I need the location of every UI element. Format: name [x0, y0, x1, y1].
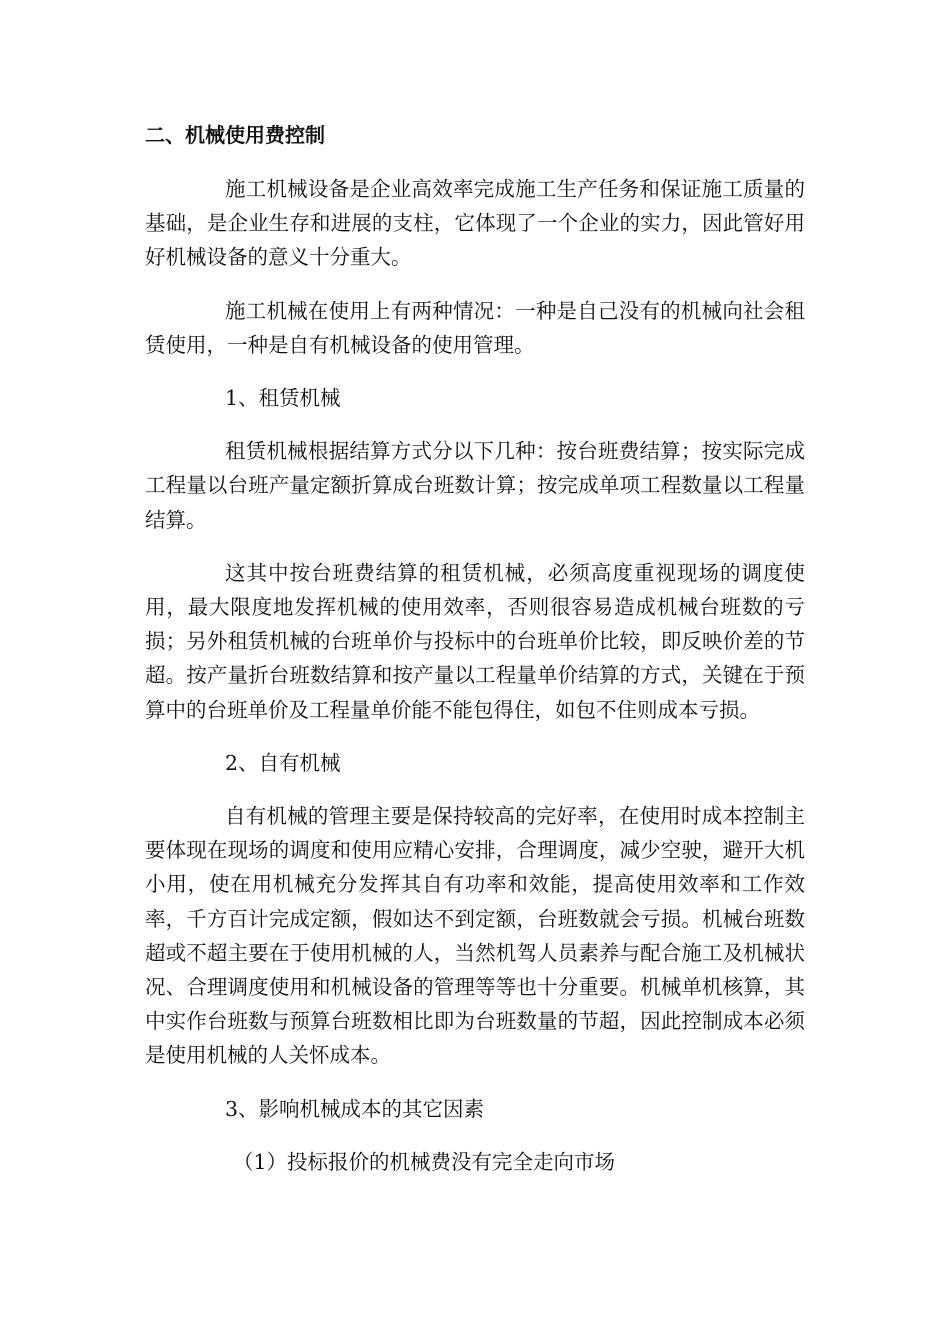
subheading-owned-machinery: 2、自有机械 — [225, 750, 341, 775]
section-heading: 二、机械使用费控制 — [145, 123, 325, 147]
paragraph-owned-management: 自有机械的管理主要是保持较高的完好率，在使用时成本控制主要体现在现场的调度和使用应精心安排，合理调度，减少空驶，避开大机小用，使在用机械充分发挥其自有功率和效能，提高使用效率和工作效率，千方百计完成定额，假如达不到定额，台班数就会亏损。机械台班数超或不超主要在于使用机械的人，当然机驾人员素养与配合施工及机械状况、合理调度使用和机械设备的管理等等也十分重要。机械单机核算，其中实作台班数与预算台班数相比即为台班数量的节超，因此控制成本必须是使用机械的人关怀成本。 — [145, 804, 805, 1068]
paragraph-leased-shift-fee: 这其中按台班费结算的租赁机械，必须高度重视现场的调度使用，最大限度地发挥机械的使用效率，否则很容易造成机械台班数的亏损；另外租赁机械的台班单价与投标中的台班单价比较，即反映价差的节超。按产量折台班数结算和按产量以工程量单价结算的方式，关键在于预算中的台班单价及工程量单价能不能包得住，如包不住则成本亏损。 — [145, 560, 805, 722]
paragraph-intro: 施工机械设备是企业高效率完成施工生产任务和保证施工质量的基础，是企业生存和进展的支柱，它体现了一个企业的实力，因此管好用好机械设备的意义十分重大。 — [145, 177, 805, 270]
paragraph-usage-cases: 施工机械在使用上有两种情况：一种是自己没有的机械向社会租赁使用，一种是自有机械设备的使用管理。 — [145, 298, 805, 357]
subheading-leased-machinery: 1、租赁机械 — [225, 386, 341, 411]
subheading-other-factors: 3、影响机械成本的其它因素 — [225, 1096, 485, 1121]
document-page — [145, 118, 805, 1198]
paragraph-leased-settlement: 租赁机械根据结算方式分以下几种：按台班费结算；按实际完成工程量以台班产量定额折算成台班数计算；按完成单项工程数量以工程量结算。 — [145, 439, 805, 532]
list-item-bid-pricing: （1）投标报价的机械费没有完全走向市场 — [233, 1149, 616, 1174]
